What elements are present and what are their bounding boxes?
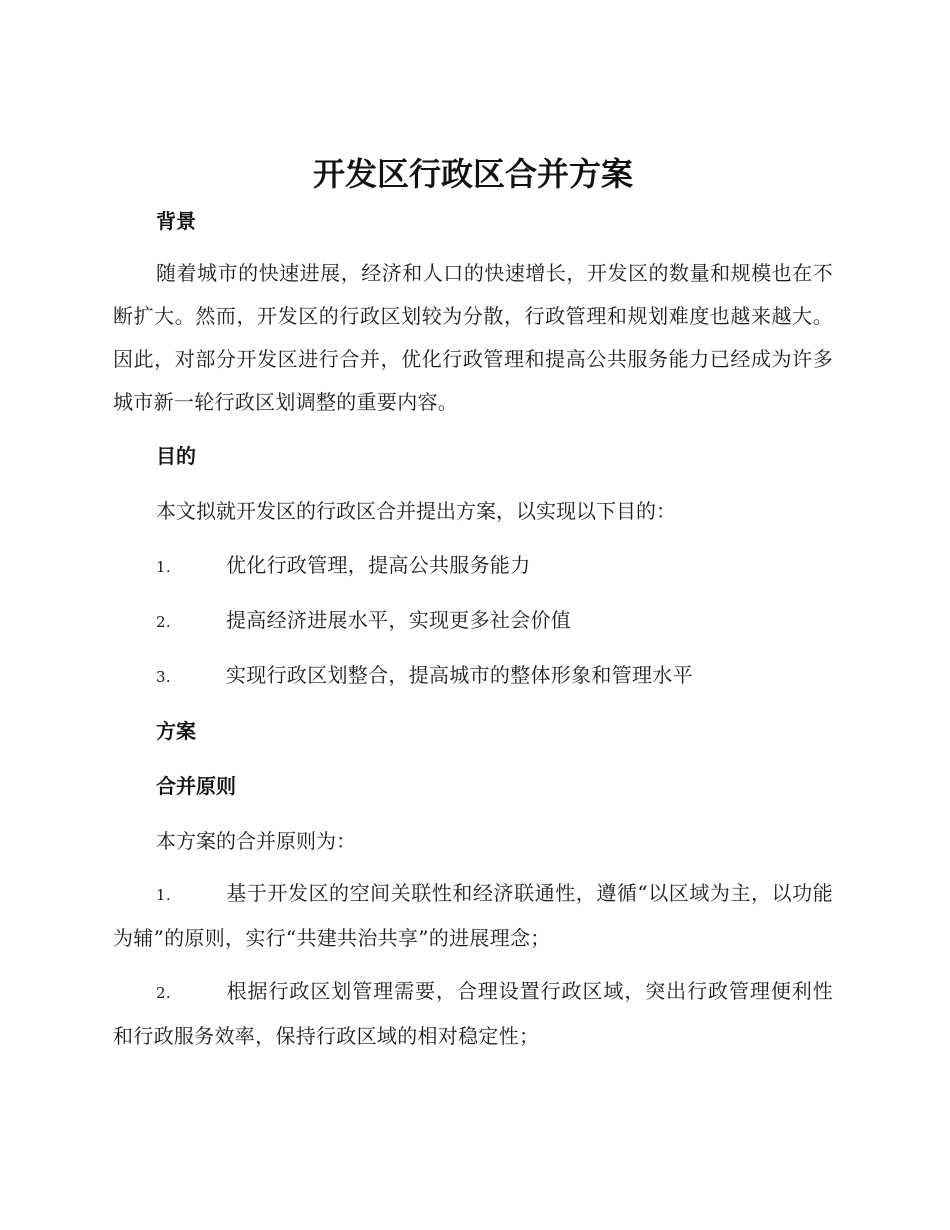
list-number: 2. xyxy=(156,613,171,631)
list-text: 根据行政区划管理需要，合理设置行政区域，突出行政管理便利性和行政服务效率，保持行政区域的相对稳定性； xyxy=(113,979,833,1048)
background-paragraph: 随着城市的快速进展，经济和人口的快速增长，开发区的数量和规模也在不断扩大。然而，开发区的行政区划较为分散，行政管理和规划难度也越来越大。因此，对部分开发区进行合并，优化行政管理和提高公共服务能力已经成为许多城市新一轮行政区划调整的重要内容。 xyxy=(113,261,833,414)
list-number: 2. xyxy=(156,984,171,1002)
document-title: 开发区行政区合并方案 xyxy=(312,155,633,193)
list-text: 优化行政管理，提高公共服务能力 xyxy=(226,553,531,577)
section-heading-plan: 方案 xyxy=(156,719,196,743)
purpose-list-item xyxy=(113,599,833,644)
subheading-merge-principles: 合并原则 xyxy=(156,774,236,798)
section-heading-background: 背景 xyxy=(156,209,196,233)
list-number: 1. xyxy=(156,886,171,904)
purpose-list-item xyxy=(113,654,833,699)
list-number: 3. xyxy=(156,668,171,686)
section-heading-purpose: 目的 xyxy=(156,444,196,468)
plan-list-item xyxy=(113,970,833,1058)
list-text: 提高经济进展水平，实现更多社会价值 xyxy=(226,608,572,632)
plan-list-item xyxy=(113,872,833,960)
list-text: 基于开发区的空间关联性和经济联通性，遵循“以区域为主，以功能为辅”的原则，实行“共建共治共享”的进展理念； xyxy=(113,881,833,950)
list-text: 实现行政区划整合，提高城市的整体形象和管理水平 xyxy=(226,663,693,687)
plan-intro: 本方案的合并原则为： xyxy=(156,829,356,853)
list-number: 1. xyxy=(156,558,171,576)
purpose-list-item xyxy=(113,544,833,589)
purpose-intro: 本文拟就开发区的行政区合并提出方案，以实现以下目的： xyxy=(156,499,676,523)
